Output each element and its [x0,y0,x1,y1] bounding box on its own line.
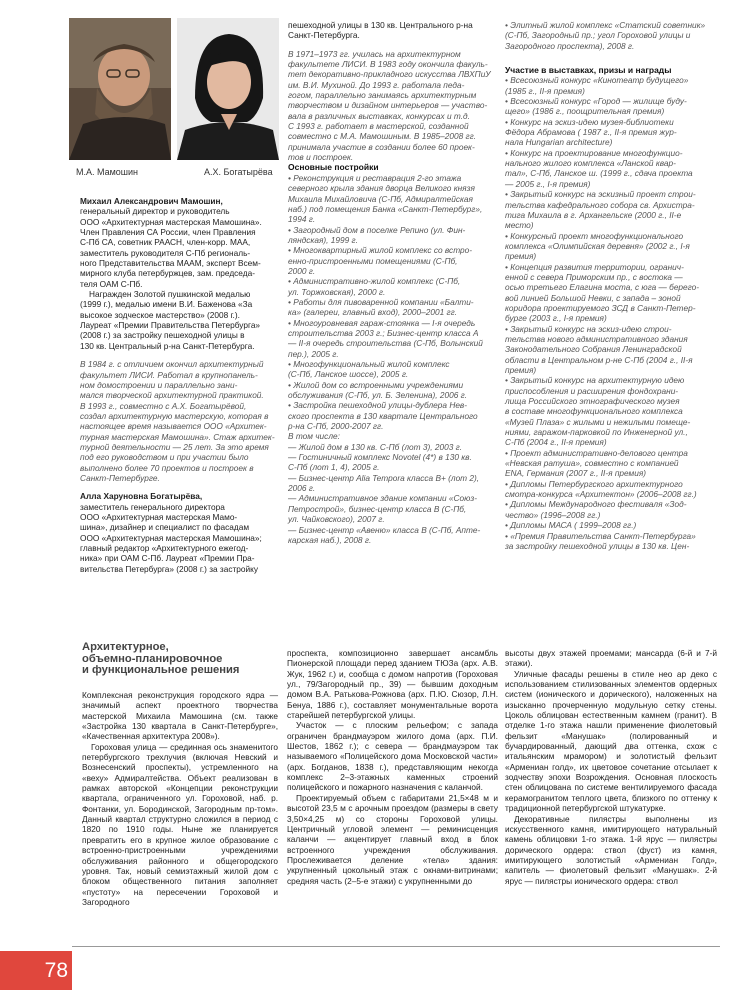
bio1-line: заместитель руководителя С-Пб региональ- [80,247,251,258]
buildings-line: карская наб.), 2008 г. [288,534,372,545]
buildings-line: ул. Торжковская), 2000 г. [288,286,386,297]
buildings-line: северного крыла здания дворца Великого князя [288,183,475,194]
bio2-cont-line: пешеходной улицы в 130 кв. Центрального р-на [288,20,473,30]
buildings-line: (С-Пб, Ланское шоссе), 2005 г. [288,369,409,380]
bio1-note-line: мался творческой архитектурной практикой. [80,390,264,401]
awards-line: приспособления и расширения фондохрани- [505,385,679,396]
awards-line: • Всесоюзный конкурс «Кинотеатр будущего» [505,75,689,86]
awards-line: тига Михаила в г. Архангельске (2000 г., II-е [505,209,682,220]
buildings-line: В том числе: [288,431,340,442]
buildings-line: • Многофункциональный жилой комплекс [288,359,450,369]
photo-mamoshin [69,18,171,160]
article-column-1 [82,690,278,907]
bio1-award-line: (1999 г.), медалью имени В.И. Баженова «За [80,299,253,310]
article-title-line: объемно-планировочное [82,652,223,665]
bio1-line: мирного клуба петербуржцев, зам. председа- [80,268,255,279]
awards-line: осью третьего Елагина моста, с юга — берего- [505,282,700,293]
buildings-line: р-на С-Пб, 2000-2007 гг. [288,421,384,432]
bio2-note-line: им. В.И. Мухиной. До 1993 г. работала педа- [288,79,465,90]
bio2-note-line: С 1993 г. работает в мастерской, созданной [288,121,469,132]
bio1-line: ного Представительства МААМ, эксперт Всем- [80,258,261,269]
bio2-line: ООО «Архитектурная мастерская Мамо- [80,511,238,522]
bio2-note-line: факультете ЛИСИ. В 1983 году окончила факуль- [288,59,488,70]
bio2-line: ООО «Архитектурная мастерская Мамошина»; [80,532,262,543]
awards-line: Законодательного Собрания Ленинградской [505,344,682,355]
awards-line: • Дипломы МАСА ( 1999–2008 гг.) [505,520,637,531]
buildings-line: • Работы для пивоваренной компании «Балти- [288,296,474,307]
buildings-line: • Многоуровневая гараж-стоянка — I-я очередь [288,317,476,328]
bio2-line: шина», дизайнер и специалист по фасадам [80,522,250,533]
awards-line: тельства нового административного здания [505,333,688,344]
article-title [82,642,282,677]
bio1-line: теля ОАМ С-Пб. [80,278,143,289]
awards-line: С-Пб (2004 г., II-я премия) [505,437,607,448]
buildings-line: • Загородный дом в поселке Репино (ул. Фин- [288,224,466,235]
buildings-line: обслуживания (С-Пб, ул. Б. Зеленина), 2006 г. [288,390,468,401]
buildings-line: ка» (галереи, главный вход), 2000–2001 гг. [288,307,457,318]
awards-line: тельства кафедрального собора св. Архистра- [505,199,695,210]
awards-line: бурге (2003 г., I-я премия) [505,313,607,324]
awards-line: • Всесоюзный конкурс «Город — жилище буду- [505,96,687,107]
awards-line: вой линией Большой Невки, с запада – зоной [505,292,681,303]
bio1-line: С-Пб СА, советник РААСН, член-корр. МАА, [80,237,251,248]
awards-line: смотра-конкурса «Архитектон» (2006–2008 гг.) [505,489,697,500]
awards-line: лища Российского этнографического музея [505,396,680,407]
awards-line: нального жилого комплекса «Ланской квар- [505,158,676,169]
bio2-name: Алла Харуновна Богатырёва, [80,491,203,502]
bio1-note-line: ном домостроении и параллельно зани- [80,379,238,390]
bio2-note-line: совместно с М.А. Мамошиным. В 1985–2008 гг. [288,131,477,142]
awards-line: • Концепция развития территории, огранич- [505,261,684,272]
awards-line: чество» (1996–2008 гг.) [505,509,601,520]
buildings-line: • Жилой дом со встроенными учреждениями [288,379,464,390]
buildings-line: 2006 г. [288,483,316,494]
buildings-line: • Административно-жилой комплекс (С-Пб, [288,276,461,287]
buildings-line: — Бизнес-центр Alia Tempora класса В+ (лот 2), [288,472,480,483]
awards-line: • Конкурс на эскиз-идею музея-библиотеки [505,116,674,127]
awards-line: комплекса «Олимпийская деревня» (2002 г., I-я [505,240,690,251]
buildings-line: Михаила Михайловича (С-Пб, Адмиралтейская [288,193,473,204]
awards-line: • Дипломы Международного фестиваля «Зод- [505,499,687,510]
bio1-note-line: турная мастерская Мамошина». Стаж архитек- [80,431,275,442]
awards-line: • «Премия Правительства Санкт-Петербурга» [505,530,696,541]
buildings-line: ул. Чайковского), 2007 г. [288,514,385,525]
awards-line: ниями, гаражом-парковкой по Инженерной ул., [505,427,688,438]
article-paragraph: Проектируемый объем с габаритами 21,5×48 м и высотой 23,5 м с арочным проездом (размеры в свету 3,50×4,25 м) со стороны Гороховой улицы. Центричный угловой элемент — реминисценция каланчи — акцентирует главный вход в блок встроенного учреждения обслуживания. Прослеживается деление «тела» здания: укрупненный цокольный этаж с окнами-витринами; средняя часть (2–5-е этажи) с укрупненными до [287,792,498,886]
article-column-3 [505,648,717,886]
article-paragraph: Участок — с плоским рельефом; с запада ограничен брандмауэром жилого дома (арх. П.И. Шестов, 1862 г.); с севера — брандмауэром так называемого «Полицейского дома Московской части» (арх. Богданов, 1838 г.), представляющим некогда комплекс 2–3-этажных каменных строений полицейского и пожарного назначения с каланчой. [287,720,498,793]
buildings-line: 2000 г. [288,265,316,276]
buildings-line: — Административное здание компании «Союз- [288,493,477,504]
article-paragraph: высоты двух этажей проемами; мансарда (6-й и 7-й этажи). [505,648,717,669]
buildings-line: • Многоквартирный жилой комплекс со встро- [288,245,473,256]
awards-top-line: • Элитный жилой комплекс «Статский советник» [505,20,706,30]
buildings-line: Петрострой», бизнес-центр класса В (С-Пб, [288,503,467,514]
awards-line: • Закрытый конкурс на архитектурную идею [505,375,685,386]
bio1-line: ООО «Архитектурная мастерская Мамошина». [80,216,262,227]
bio2-note-line: В 1971–1973 гг. училась на архитектурном [288,48,461,59]
awards-column [505,20,717,551]
buildings-line: — Жилой дом в 130 кв. С-Пб (лот 3), 2003 г. [288,441,463,452]
caption-bogatyreva: А.Х. Богатырёва [204,167,273,177]
bio1-note-line: создал архитектурную мастерскую, которая в [80,410,269,421]
bio2-note-line: вала в различных выставках, конкурсах и т.д. [288,110,470,121]
awards-line: • Проект административно-делового центра [505,447,688,458]
buildings-line: наб.) под помещения Банка «Санкт-Петербург», [288,203,483,214]
bio2-line: заместитель генерального директора [80,501,225,512]
awards-top-line: Загородного проспекта), 2008 г. [505,40,635,51]
article-paragraph: проспекта, композиционно завершает ансамбль Пионерской площади перед зданием ТЮЗа (арх. А.В. Жук, 1962 г.) и, сообща с домом напротив (Гороховая ул., 79/Загородный пр., 39) — бывшим доходным домом В.А. Ратькова-Рожнова (арх. П.Ю. Сюзор, Л.Н. Бенуа, 1886 г.), составляет монументальные ворота старейшей петербургской улицы. [287,648,498,721]
awards-line: • Закрытый конкурс на эскиз-идею строи- [505,323,672,334]
awards-line: место) [505,220,534,231]
awards-line: области в Центральном р-не С-Пб (2004 г., II-я [505,354,693,365]
bio1-note-line: факультет ЛИСИ. Работал в крупнопанель- [80,369,258,380]
buildings-line: строительства 2003 г.; Бизнес-центр класса А [288,327,479,338]
awards-line: ENA, Германия (2007 г., II-я премия) [505,468,647,479]
bio1-name: Михаил Александрович Мамошин, [80,196,223,206]
buildings-heading: Основные постройки [288,162,379,173]
bio1-award-line: высокое зодческое мастерство» (2008 г.). [80,309,240,320]
bio1-award-line: 130 кв. Центральный р-на Санкт-Петербурга. [80,340,255,351]
footer-rule [72,946,720,947]
awards-line: • Дипломы Петербургского архитектурного [505,478,683,489]
bio2-note-line: творчеством и дизайном интерьеров — участво- [288,100,488,111]
awards-line: «Невская ратуша», совместно с компанией [505,458,679,469]
article-column-2 [287,648,498,886]
awards-line: премия) [505,365,537,375]
page-number: 78 [0,951,72,990]
buildings-line: — II-я очередь строительства (С-Пб, Волынский [288,338,483,349]
buildings-line: — Бизнес-центр «Авеню» класса В (С-Пб, Аптe- [288,524,481,535]
bio-column [80,196,290,574]
awards-line: — 2005 г., I-я премия) [505,178,591,189]
article-paragraph: Гороховая улица — срединная ось знаменитого петербургского трехлучия (включая Невский и Вознесенский проспекты), устремленного на «вехy» Адмиралтейства. Объект реализован в рамках авторской «Концепции реконструкции квартала, ограниченного ул. Гороховой, наб. р. Фонтанки, ул. Бородинской, Загородным пр-том». Данный квартал структурно сложился в период с 1820 по 1910 годы. Ныне же планируется превратить его в крупное жилое образование с встроенно-пристроенными учреждениями обслуживания районного и общегородского уровня. Так, новый семиэтажный жилой дом с блоком общественного питания заполняет «пустоту» на пересечении Гороховой и Загородного [82,741,278,907]
buildings-line: • Застройка пешеходной улицы-дублера Нев- [288,400,468,411]
bio1-award-line: Лауреат «Премии Правительства Петербурга» [80,320,261,331]
awards-line: коридора проектируемого ЗСД в Санкт-Петер- [505,302,696,313]
buildings-line: пер.), 2005 г. [288,348,339,359]
bio1-note-line: Санкт-Петербурге. [80,472,160,483]
bio1-note-line: под его руководством и при участии было [80,452,249,463]
bio1-award-line: (2008 г.) за застройку пешеходной улицы в [80,330,245,341]
buildings-line: енно-пристроенными помещениями (С-Пб, [288,255,458,266]
awards-line: енной с севера Приморским пр., с востока — [505,271,683,282]
bio1-line: Член Правления СА России, член Правления [80,227,256,238]
bio1-award-line: Награжден Золотой пушкинской медалью [89,289,251,300]
article-title-line: Архитектурное, [82,641,169,653]
bio1-note-line: турной деятельности — 25 лет. За это время [80,441,269,452]
photo-bogatyreva [177,18,279,160]
bio2-cont-line: Санкт-Петербурга. [288,30,360,41]
awards-line: • Конкурс на проектирование многофункцио- [505,147,683,158]
buildings-line: ского проспекта в 130 квартале Центрального [288,410,478,421]
bio2-line: ника» при ОАМ С-Пб. Лауреат «Премии Пра- [80,553,255,564]
awards-line: щего» (1986 г., поощрительная премия) [505,106,665,117]
bio2-note-line: тет декоративно-прикладного искусства ЛВХПиУ [288,69,491,80]
bio2-line: главный редактор «Архитектурного ежегод- [80,543,249,553]
awards-line: • Конкурсный проект многофункционального [505,230,684,241]
buildings-column [288,20,498,545]
bio1-note-line: В 1984 г. с отличием окончил архитектурный [80,359,264,370]
article-paragraph: Декоративные пилястры выполнены из искусственного камня, имитирующего натуральный камень облицовки 1-го этажа. 1-й ярус — пилястры дорического ордера: ствол (фуст) из камня, имитирующего золотистый «Армениан Голд», капитель — фиолетовый фельзит «Манушак». 2-й ярус — пилястры ионического ордера: ствол [505,813,717,886]
buildings-line: 1994 г. [288,214,316,225]
bio1-note-line: В 1993 г., совместно с А.Х. Богатырёвой, [80,400,247,411]
article-title-line: и функциональное решения [82,664,240,676]
buildings-line: • Реконструкция и реставрация 2-го этажа [288,172,462,183]
bio1-note-line: настоящее время называется ООО «Архитек- [80,421,267,432]
awards-line: нала Hungarian architecture) [505,137,613,148]
buildings-line: — Гостиничный комплекс Novotel (4*) в 130 кв. [288,452,472,463]
awards-heading: Участие в выставках, призы и награды [505,65,672,76]
awards-line: «Музей Плаза» с жилыми и нежилыми помеще- [505,416,691,427]
awards-line: (1985 г., II-я премия) [505,85,585,96]
buildings-line: С-Пб (лот 1, 4), 2005 г. [288,462,380,473]
awards-line: • Закрытый конкурс на эскизный проект строи- [505,189,696,200]
awards-top-line: (С-Пб, Загородный пр.; угол Гороховой улицы и [505,30,691,41]
awards-line: в составе многофункционального комплекса [505,406,683,417]
caption-mamoshin: М.А. Мамошин [76,167,139,177]
article-paragraph: Уличные фасады решены в стиле нео ар деко с использованием стилизованных элементов ордерных систем (ионического и дорического), наложенных на изысканно прочерченную модульную сетку стены. Цоколь облицован естественным камнем (гранит). В отделке 1-го этажа нашли применение фиолетовый фельзит «Манушак» (полированный и бучардированный, дающий два оттенка, схож с итальянским мрамором) и золотистый фельзит «Армениан голд», их цветовое сочетание отсылает к зодчеству эпохи Возрождения. Основная плоскость стен облицована по системе вентилируемого фасада керамогранитом теплого цвета, близкого по оттенку к традиционной петербургской штукатурке. [505,668,717,814]
bio2-note-line: гогом, параллельно занимаясь архитектурным [288,90,477,101]
bio2-line: вительства Петербурга» (2008 г.) за застройку [80,563,259,574]
awards-line: Фёдора Абрамова ( 1987 г., II-я премия жур- [505,127,677,138]
awards-line: за застройку пешеходной улицы в 130 кв. Цен- [505,540,690,551]
bio2-note-line: тов и построек. [288,152,354,163]
buildings-line: ляндская), 1999 г. [288,234,358,245]
bio2-note-line: принимала участие в создании более 60 проек- [288,141,475,152]
awards-line: премия) [505,251,537,262]
bio1-line: генеральный директор и руководитель [80,206,230,217]
awards-line: тал», С-Пб, Ланское ш. (1999 г., сдача проекта [505,168,693,179]
article-paragraph: Комплексная реконструкция городского ядра — значимый аспект проектного творчества мастерской Михаила Мамошина (см. также «Застройка 130 квартала в Санкт-Петербурге», «Качественная архитектура 2008»). [82,690,278,742]
bio1-note-line: выполнено более 70 проектов и построек в [80,462,254,473]
